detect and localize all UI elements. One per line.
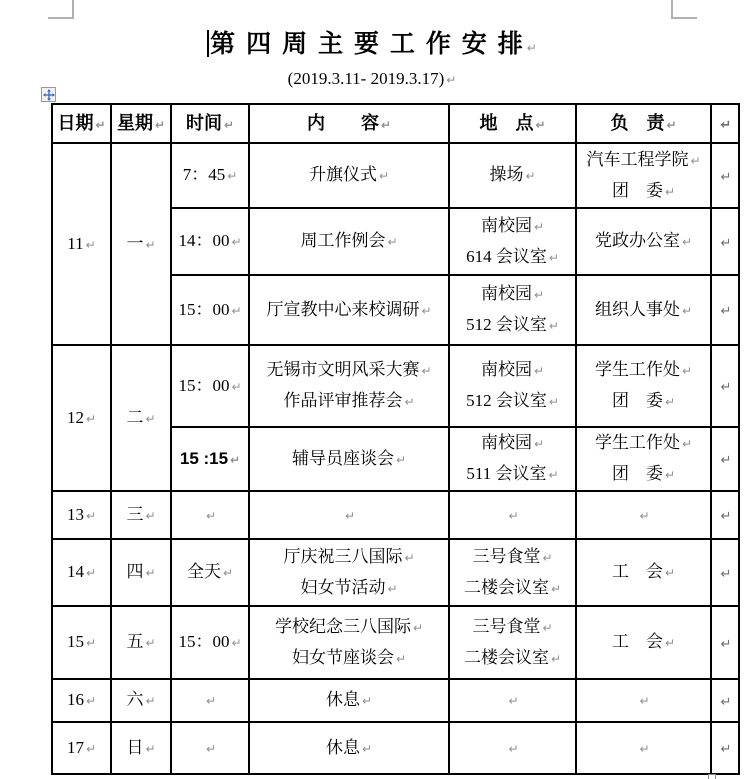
- paragraph-mark: ↵: [154, 117, 166, 132]
- cell-text: 学生工作处: [594, 433, 680, 452]
- paragraph-mark: ↵: [508, 741, 519, 756]
- responsible-cell[interactable]: [576, 143, 711, 208]
- place-cell[interactable]: [449, 427, 576, 491]
- paragraph-mark: ↵: [85, 237, 96, 252]
- time-cell[interactable]: [171, 491, 249, 539]
- cell-text: 五: [126, 632, 144, 651]
- cell-text: 团 委: [611, 180, 663, 200]
- cell-text: 三: [126, 504, 144, 524]
- paragraph-mark: ↵: [508, 694, 519, 708]
- cell-text: 日: [126, 737, 144, 757]
- paragraph-mark: ↵: [525, 169, 536, 183]
- responsible-cell[interactable]: [576, 208, 711, 275]
- paragraph-mark: ↵: [344, 508, 356, 523]
- cell-text: 三号食堂: [472, 546, 541, 566]
- cell-text: 厅庆祝三八国际: [283, 546, 403, 566]
- row-end-mark: ↵: [711, 345, 739, 427]
- date-cell[interactable]: [52, 722, 111, 774]
- date-cell[interactable]: [52, 345, 111, 491]
- time-cell[interactable]: [171, 143, 249, 208]
- cell-text: 14：00: [178, 231, 230, 250]
- cell-text: 周工作例会: [300, 231, 386, 250]
- cell-text: 12: [66, 407, 84, 427]
- paragraph-mark: ↵: [361, 694, 373, 708]
- cell-text: 15: [66, 632, 84, 651]
- paragraph-mark: ↵: [231, 379, 242, 394]
- paragraph-mark: ↵: [404, 395, 415, 409]
- cell-text: 511 会议室: [466, 464, 547, 483]
- paragraph-mark: ↵: [639, 694, 650, 708]
- paragraph-mark: ↵: [421, 303, 432, 318]
- row-end-mark: ↵: [711, 606, 739, 679]
- cell-text: 学生工作处: [594, 360, 680, 379]
- content-cell[interactable]: [249, 208, 449, 275]
- paragraph-mark: ↵: [548, 250, 559, 265]
- paragraph-mark: ↵: [205, 741, 217, 756]
- cell-text: 7：45: [182, 165, 226, 184]
- paragraph-mark: ↵: [533, 219, 545, 234]
- cell-text: 休息: [325, 737, 360, 757]
- time-cell[interactable]: [171, 679, 249, 722]
- paragraph-mark: ↵: [145, 566, 156, 580]
- cell-text: 组织人事处: [594, 299, 680, 319]
- table-header-row: [52, 104, 739, 143]
- paragraph-mark: ↵: [508, 508, 519, 523]
- paragraph-mark: ↵: [231, 235, 242, 249]
- cell-text: 三号食堂: [472, 616, 541, 636]
- time-cell[interactable]: [171, 722, 249, 774]
- table-row: [52, 539, 739, 606]
- cell-text: 妇女节活动: [300, 577, 386, 597]
- table-row: [52, 722, 739, 774]
- paragraph-mark: ↵: [548, 319, 559, 333]
- page-margin-corner-mark-top-right: [671, 0, 697, 19]
- paragraph-mark: ↵: [230, 452, 241, 467]
- header-label: 负 责: [610, 112, 665, 133]
- week-cell[interactable]: [111, 539, 171, 606]
- schedule-table: [51, 103, 740, 775]
- paragraph-mark: ↵: [145, 741, 156, 756]
- content-cell[interactable]: [249, 491, 449, 539]
- content-cell[interactable]: [249, 722, 449, 774]
- table-row: [52, 345, 739, 427]
- header-label: 星期: [116, 112, 153, 133]
- header-cell-time[interactable]: [171, 104, 249, 143]
- paragraph-mark: ↵: [664, 566, 676, 580]
- cell-text: 二楼会议室: [463, 647, 549, 667]
- content-cell[interactable]: [249, 345, 449, 427]
- place-cell[interactable]: [449, 679, 576, 722]
- document-subtitle-line[interactable]: [0, 69, 744, 89]
- cell-text: 一: [126, 233, 144, 253]
- time-cell[interactable]: [171, 345, 249, 427]
- paragraph-mark: ↵: [542, 620, 553, 635]
- cell-text: 南校园: [480, 433, 532, 452]
- header-label: 地 点: [479, 112, 534, 133]
- paragraph-mark: ↵: [446, 73, 457, 87]
- paragraph-mark: ↵: [380, 117, 392, 132]
- cell-text: 二: [126, 407, 144, 427]
- row-end-mark: ↵: [711, 491, 739, 539]
- paragraph-mark: ↵: [85, 566, 97, 580]
- document-title-line[interactable]: [0, 24, 744, 60]
- header-label: 内 容: [306, 112, 379, 133]
- paragraph-mark: ↵: [85, 508, 97, 523]
- cell-text: 17: [66, 737, 84, 757]
- place-cell[interactable]: [449, 491, 576, 539]
- paragraph-mark: ↵: [548, 395, 559, 409]
- paragraph-mark: ↵: [681, 235, 693, 249]
- cell-text: 614 会议室: [466, 246, 547, 266]
- paragraph-mark: ↵: [550, 651, 562, 666]
- date-cell[interactable]: [52, 491, 111, 539]
- cell-text: 党政办公室: [594, 231, 680, 250]
- time-cell[interactable]: [171, 606, 249, 679]
- responsible-cell[interactable]: [576, 345, 711, 427]
- paragraph-mark: ↵: [639, 741, 650, 756]
- week-cell[interactable]: [111, 143, 171, 345]
- paragraph-mark: ↵: [533, 437, 545, 451]
- content-cell[interactable]: [249, 679, 449, 722]
- row-end-mark: ↵: [711, 679, 739, 722]
- cell-text: 休息: [325, 690, 360, 709]
- cell-text: 作品评审推荐会: [283, 391, 403, 410]
- cell-text: 14: [66, 562, 84, 581]
- page-margin-corner-mark-top-left: [48, 0, 74, 19]
- week-cell[interactable]: [111, 345, 171, 491]
- paragraph-mark: ↵: [664, 468, 676, 482]
- paragraph-mark: ↵: [227, 169, 238, 183]
- place-cell[interactable]: [449, 275, 576, 345]
- content-cell[interactable]: [249, 427, 449, 491]
- date-cell[interactable]: [52, 143, 111, 345]
- content-cell[interactable]: [249, 606, 449, 679]
- paragraph-mark: ↵: [145, 636, 156, 650]
- cell-text: 13: [66, 504, 84, 524]
- paragraph-mark: ↵: [387, 235, 398, 249]
- header-label: 日期: [57, 112, 94, 133]
- cell-text: 厅宣教中心来校调研: [266, 299, 420, 319]
- date-cell[interactable]: [52, 539, 111, 606]
- row-end-mark: ↵: [711, 539, 739, 606]
- paragraph-mark: ↵: [85, 694, 97, 708]
- cell-text: 南校园: [480, 360, 532, 379]
- cell-text: 南校园: [480, 284, 532, 303]
- date-cell[interactable]: [52, 606, 111, 679]
- cell-text: 11: [67, 233, 84, 253]
- paragraph-mark: ↵: [378, 169, 390, 183]
- place-cell[interactable]: [449, 722, 576, 774]
- cell-text: 16: [66, 690, 84, 709]
- cell-text: 无锡市文明风采大赛: [266, 360, 420, 379]
- paragraph-mark: ↵: [664, 636, 676, 650]
- responsible-cell[interactable]: [576, 275, 711, 345]
- responsible-cell[interactable]: [576, 606, 711, 679]
- table-row: [52, 606, 739, 679]
- cell-text: 四: [126, 562, 144, 581]
- cell-text: 全天: [186, 562, 221, 581]
- cell-text: 15 :15: [179, 448, 229, 468]
- cell-text: 操场: [489, 165, 524, 184]
- cell-text: 辅导员座谈会: [291, 448, 394, 468]
- paragraph-mark: ↵: [690, 153, 701, 168]
- cell-text: 512 会议室: [466, 315, 547, 334]
- cell-text: 升旗仪式: [308, 165, 377, 184]
- table-row: [52, 143, 739, 208]
- cell-text: 15：00: [178, 375, 230, 395]
- week-cell[interactable]: [111, 679, 171, 722]
- paragraph-mark: ↵: [85, 741, 97, 756]
- move-cross-icon: [43, 89, 55, 101]
- header-label: 时间: [185, 112, 222, 133]
- paragraph-mark: ↵: [681, 437, 693, 451]
- cell-text: 15：00: [178, 299, 230, 319]
- header-cell-responsible[interactable]: [576, 104, 711, 143]
- date-cell[interactable]: [52, 679, 111, 722]
- paragraph-mark: ↵: [222, 566, 234, 580]
- cell-text: 工 会: [611, 562, 663, 581]
- table-resize-handle[interactable]: [708, 774, 716, 779]
- paragraph-mark: ↵: [526, 41, 537, 55]
- paragraph-mark: ↵: [85, 411, 97, 426]
- paragraph-mark: ↵: [361, 741, 373, 756]
- time-cell[interactable]: [171, 208, 249, 275]
- responsible-cell[interactable]: [576, 491, 711, 539]
- row-end-mark: ↵: [711, 722, 739, 774]
- paragraph-mark: ↵: [223, 117, 235, 132]
- paragraph-mark: ↵: [412, 620, 424, 635]
- paragraph-mark: ↵: [145, 508, 156, 523]
- cell-text: 学校纪念三八国际: [274, 616, 411, 636]
- paragraph-mark: ↵: [664, 395, 676, 409]
- table-row: [52, 491, 739, 539]
- paragraph-mark: ↵: [550, 581, 562, 596]
- paragraph-mark: ↵: [666, 117, 677, 132]
- responsible-cell[interactable]: [576, 427, 711, 491]
- place-cell[interactable]: [449, 345, 576, 427]
- place-cell[interactable]: [449, 143, 576, 208]
- responsible-cell[interactable]: [576, 539, 711, 606]
- week-cell[interactable]: [111, 491, 171, 539]
- header-cell-place[interactable]: [449, 104, 576, 143]
- paragraph-mark: ↵: [421, 364, 432, 378]
- paragraph-mark: ↵: [95, 117, 106, 132]
- week-cell[interactable]: [111, 722, 171, 774]
- row-end-mark: ↵: [711, 143, 739, 208]
- paragraph-mark: ↵: [231, 636, 242, 650]
- time-cell[interactable]: [171, 275, 249, 345]
- cell-text: 团 委: [611, 391, 663, 410]
- place-cell[interactable]: [449, 208, 576, 275]
- paragraph-mark: ↵: [664, 184, 676, 199]
- header-cell-content[interactable]: [249, 104, 449, 143]
- paragraph-mark: ↵: [681, 364, 693, 378]
- paragraph-mark: ↵: [535, 117, 546, 132]
- text-cursor: [207, 30, 209, 57]
- paragraph-mark: ↵: [681, 303, 693, 318]
- place-cell[interactable]: [449, 539, 576, 606]
- responsible-cell[interactable]: [576, 679, 711, 722]
- row-end-mark: ↵: [711, 104, 739, 143]
- cell-text: 15：00: [178, 632, 230, 651]
- paragraph-mark: ↵: [533, 288, 545, 302]
- content-cell[interactable]: [249, 143, 449, 208]
- paragraph-mark: ↵: [404, 550, 415, 565]
- week-cell[interactable]: [111, 606, 171, 679]
- page-subtitle: (2019.3.11- 2019.3.17): [287, 69, 445, 88]
- cell-text: 南校园: [480, 215, 532, 235]
- paragraph-mark: ↵: [145, 237, 156, 252]
- row-end-mark: ↵: [711, 427, 739, 491]
- paragraph-mark: ↵: [395, 452, 407, 467]
- header-cell-date[interactable]: [52, 104, 111, 143]
- cell-text: 512 会议室: [466, 391, 547, 410]
- paragraph-mark: ↵: [85, 636, 97, 650]
- place-cell[interactable]: [449, 606, 576, 679]
- time-cell[interactable]: [171, 539, 249, 606]
- paragraph-mark: ↵: [548, 468, 559, 482]
- paragraph-mark: ↵: [145, 411, 156, 426]
- cell-text: 工 会: [611, 632, 663, 651]
- content-cell[interactable]: [249, 539, 449, 606]
- paragraph-mark: ↵: [205, 508, 217, 523]
- paragraph-mark: ↵: [387, 581, 398, 596]
- cell-text: 团 委: [611, 464, 663, 483]
- header-cell-week[interactable]: [111, 104, 171, 143]
- cell-text: 二楼会议室: [463, 577, 549, 597]
- content-cell[interactable]: [249, 275, 449, 345]
- paragraph-mark: ↵: [145, 694, 156, 708]
- table-row: [52, 679, 739, 722]
- row-end-mark: ↵: [711, 275, 739, 345]
- cell-text: 六: [126, 690, 144, 709]
- paragraph-mark: ↵: [639, 508, 650, 523]
- paragraph-mark: ↵: [542, 550, 553, 565]
- responsible-cell[interactable]: [576, 722, 711, 774]
- paragraph-mark: ↵: [205, 694, 217, 708]
- paragraph-mark: ↵: [231, 303, 242, 318]
- paragraph-mark: ↵: [395, 651, 407, 666]
- time-cell[interactable]: [171, 427, 249, 491]
- page-title: 第 四 周 主 要 工 作 安 排: [210, 30, 525, 58]
- cell-text: 汽车工程学院: [586, 149, 689, 169]
- paragraph-mark: ↵: [533, 364, 545, 378]
- table-move-handle[interactable]: [41, 87, 56, 102]
- row-end-mark: ↵: [711, 208, 739, 275]
- cell-text: 妇女节座谈会: [291, 647, 394, 667]
